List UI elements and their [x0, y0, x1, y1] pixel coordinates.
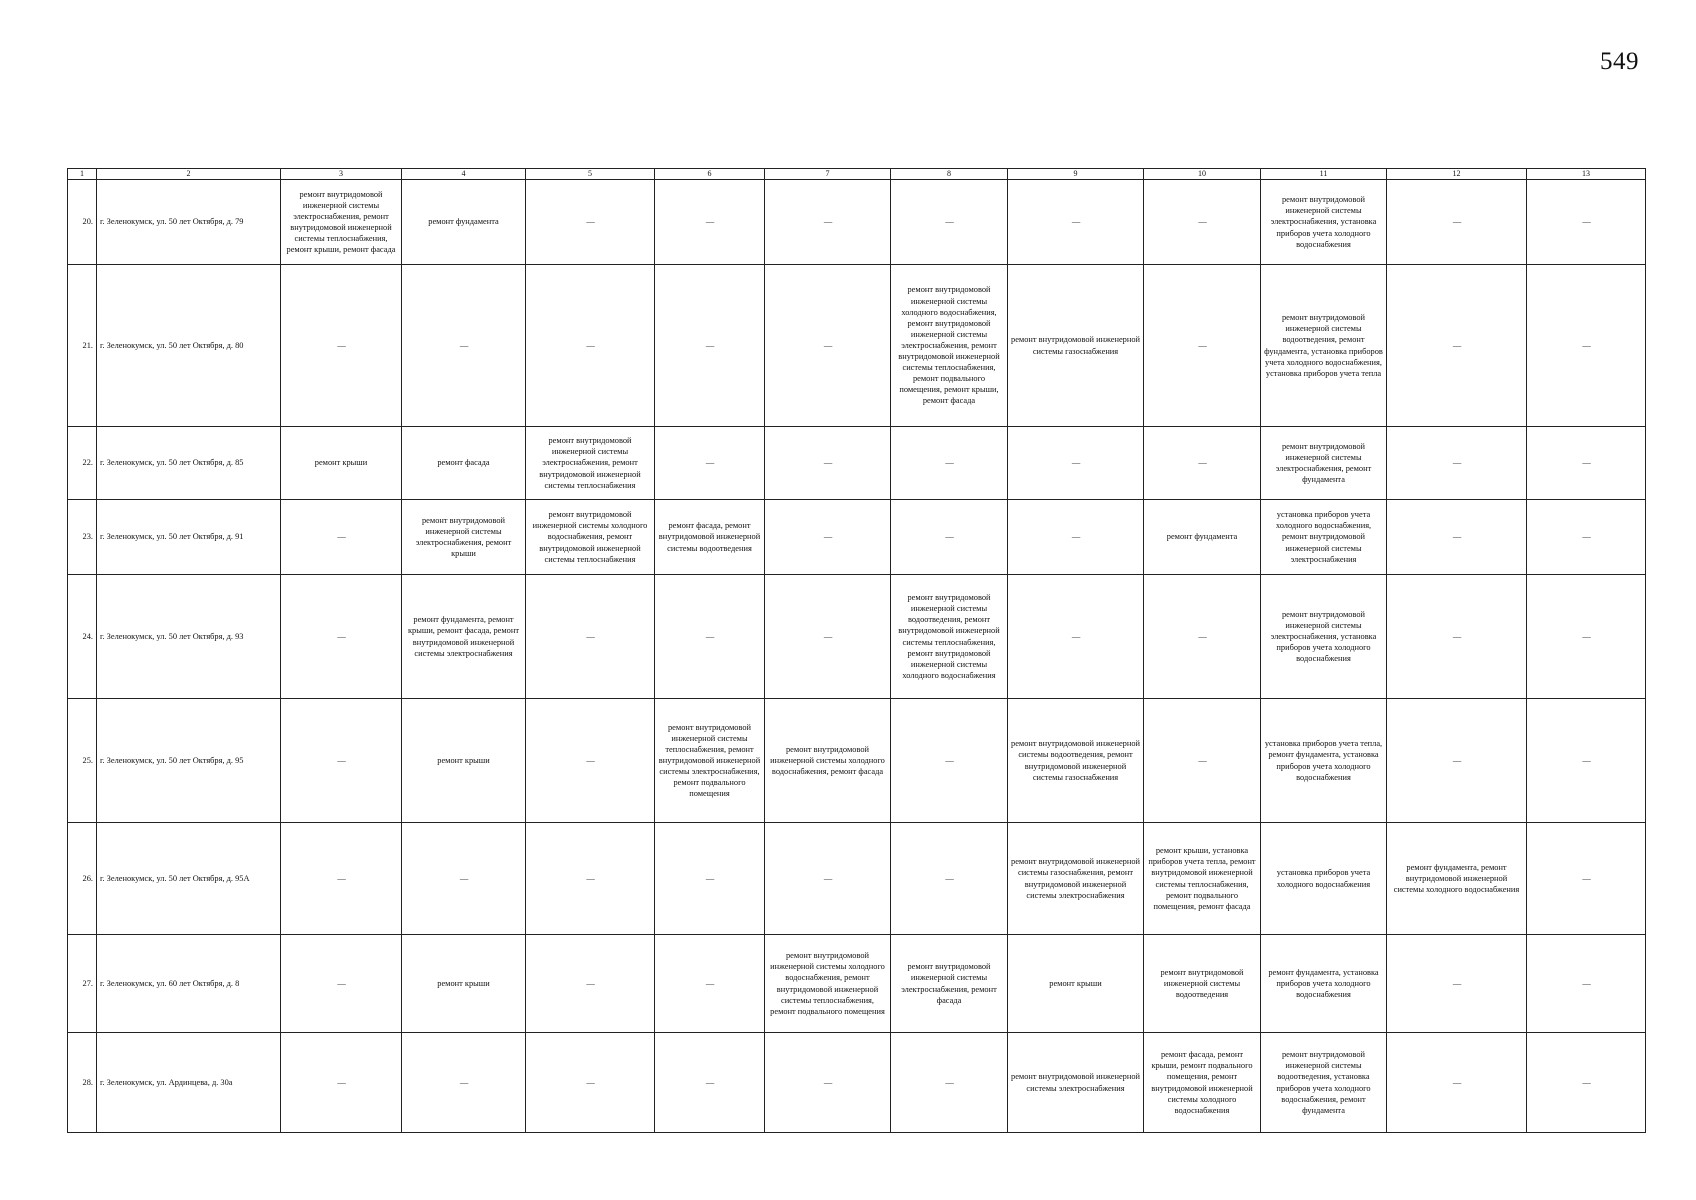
row-number: 22. — [68, 427, 97, 500]
empty-dash-cell: — — [765, 823, 891, 935]
address-cell: г. Зеленокумск, ул. 50 лет Октября, д. 85 — [97, 427, 281, 500]
work-type-cell: ремонт внутридомовой инженерной системы электроснабжения, установка приборов учета холодного водоснабжения — [1261, 575, 1387, 699]
work-type-cell: ремонт внутридомовой инженерной системы холодного водоснабжения, ремонт фасада — [765, 699, 891, 823]
empty-dash-cell: — — [1527, 699, 1646, 823]
empty-dash-cell: — — [1144, 180, 1261, 265]
empty-dash-cell: — — [1387, 427, 1527, 500]
table-row — [68, 265, 1646, 427]
empty-dash-cell: — — [281, 500, 402, 575]
empty-dash-cell: — — [891, 1033, 1008, 1133]
work-type-cell: ремонт внутридомовой инженерной системы водоотведения — [1144, 935, 1261, 1033]
empty-dash-cell: — — [402, 265, 526, 427]
empty-dash-cell: — — [281, 575, 402, 699]
empty-dash-cell: — — [281, 1033, 402, 1133]
column-number-row — [68, 169, 1646, 180]
row-number: 27. — [68, 935, 97, 1033]
empty-dash-cell: — — [891, 823, 1008, 935]
empty-dash-cell: — — [526, 823, 655, 935]
empty-dash-cell: — — [655, 935, 765, 1033]
address-cell: г. Зеленокумск, ул. 50 лет Октября, д. 95 — [97, 699, 281, 823]
empty-dash-cell: — — [1527, 1033, 1646, 1133]
empty-dash-cell: — — [1527, 500, 1646, 575]
empty-dash-cell: — — [526, 699, 655, 823]
empty-dash-cell: — — [1008, 500, 1144, 575]
column-header: 8 — [891, 169, 1008, 180]
empty-dash-cell: — — [1387, 935, 1527, 1033]
empty-dash-cell: — — [655, 575, 765, 699]
work-type-cell: ремонт внутридомовой инженерной системы электроснабжения, ремонт внутридомовой инженерной системы теплоснабжения — [526, 427, 655, 500]
work-type-cell: ремонт внутридомовой инженерной системы водоотведения, установка приборов учета холодного водоснабжения, ремонт фундамента — [1261, 1033, 1387, 1133]
empty-dash-cell: — — [526, 1033, 655, 1133]
work-type-cell: ремонт внутридомовой инженерной системы электроснабжения, установка приборов учета холодного водоснабжения — [1261, 180, 1387, 265]
address-cell: г. Зеленокумск, ул. 50 лет Октября, д. 93 — [97, 575, 281, 699]
empty-dash-cell: — — [1527, 823, 1646, 935]
column-header: 4 — [402, 169, 526, 180]
work-type-cell: ремонт крыши — [281, 427, 402, 500]
empty-dash-cell: — — [765, 265, 891, 427]
empty-dash-cell: — — [1387, 575, 1527, 699]
empty-dash-cell: — — [402, 823, 526, 935]
page-number: 549 — [1600, 48, 1639, 75]
work-type-cell: ремонт внутридомовой инженерной системы холодного водоснабжения, ремонт внутридомовой инженерной системы электроснабжения, ремонт внутридомовой инженерной системы теплоснабжения, ремонт подвального помещения, ремонт крыши, ремонт фасада — [891, 265, 1008, 427]
work-type-cell: ремонт фундамента — [402, 180, 526, 265]
column-header: 2 — [97, 169, 281, 180]
work-type-cell: ремонт внутридомовой инженерной системы электроснабжения — [1008, 1033, 1144, 1133]
repair-schedule-table — [67, 168, 1646, 1133]
empty-dash-cell: — — [1387, 500, 1527, 575]
empty-dash-cell: — — [655, 180, 765, 265]
table-row — [68, 575, 1646, 699]
table-body — [68, 180, 1646, 1133]
empty-dash-cell: — — [1144, 265, 1261, 427]
address-cell: г. Зеленокумск, ул. Ардинцева, д. 30а — [97, 1033, 281, 1133]
work-type-cell: ремонт внутридомовой инженерной системы электроснабжения, ремонт фасада — [891, 935, 1008, 1033]
row-number: 21. — [68, 265, 97, 427]
empty-dash-cell: — — [281, 935, 402, 1033]
empty-dash-cell: — — [1008, 180, 1144, 265]
empty-dash-cell: — — [891, 699, 1008, 823]
work-type-cell: ремонт крыши — [402, 699, 526, 823]
empty-dash-cell: — — [1144, 575, 1261, 699]
work-type-cell: ремонт внутридомовой инженерной системы электроснабжения, ремонт внутридомовой инженерной системы теплоснабжения, ремонт крыши, ремонт фасада — [281, 180, 402, 265]
table-row — [68, 935, 1646, 1033]
address-cell: г. Зеленокумск, ул. 60 лет Октября, д. 8 — [97, 935, 281, 1033]
work-type-cell: ремонт внутридомовой инженерной системы теплоснабжения, ремонт внутридомовой инженерной системы электроснабжения, ремонт подвального помещения — [655, 699, 765, 823]
empty-dash-cell: — — [526, 265, 655, 427]
address-cell: г. Зеленокумск, ул. 50 лет Октября, д. 79 — [97, 180, 281, 265]
work-type-cell: ремонт фундамента, ремонт внутридомовой инженерной системы холодного водоснабжения — [1387, 823, 1527, 935]
column-header: 13 — [1527, 169, 1646, 180]
work-type-cell: ремонт внутридомовой инженерной системы газоснабжения, ремонт внутридомовой инженерной системы электроснабжения — [1008, 823, 1144, 935]
address-cell: г. Зеленокумск, ул. 50 лет Октября, д. 80 — [97, 265, 281, 427]
empty-dash-cell: — — [281, 823, 402, 935]
empty-dash-cell: — — [891, 427, 1008, 500]
row-number: 28. — [68, 1033, 97, 1133]
column-header: 6 — [655, 169, 765, 180]
empty-dash-cell: — — [891, 180, 1008, 265]
row-number: 24. — [68, 575, 97, 699]
empty-dash-cell: — — [655, 823, 765, 935]
work-type-cell: установка приборов учета холодного водоснабжения — [1261, 823, 1387, 935]
row-number: 20. — [68, 180, 97, 265]
work-type-cell: ремонт крыши — [1008, 935, 1144, 1033]
empty-dash-cell: — — [765, 575, 891, 699]
table-row — [68, 1033, 1646, 1133]
column-header: 12 — [1387, 169, 1527, 180]
table-row — [68, 823, 1646, 935]
empty-dash-cell: — — [1527, 575, 1646, 699]
work-type-cell: ремонт внутридомовой инженерной системы холодного водоснабжения, ремонт внутридомовой инженерной системы теплоснабжения, ремонт подвального помещения — [765, 935, 891, 1033]
empty-dash-cell: — — [1527, 265, 1646, 427]
empty-dash-cell: — — [655, 265, 765, 427]
row-number: 26. — [68, 823, 97, 935]
work-type-cell: ремонт внутридомовой инженерной системы электроснабжения, ремонт крыши — [402, 500, 526, 575]
empty-dash-cell: — — [655, 1033, 765, 1133]
work-type-cell: установка приборов учета холодного водоснабжения, ремонт внутридомовой инженерной системы электроснабжения — [1261, 500, 1387, 575]
empty-dash-cell: — — [1527, 427, 1646, 500]
address-cell: г. Зеленокумск, ул. 50 лет Октября, д. 91 — [97, 500, 281, 575]
table-row — [68, 500, 1646, 575]
column-header: 1 — [68, 169, 97, 180]
empty-dash-cell: — — [526, 935, 655, 1033]
empty-dash-cell: — — [765, 500, 891, 575]
empty-dash-cell: — — [1008, 575, 1144, 699]
empty-dash-cell: — — [1144, 427, 1261, 500]
work-type-cell: установка приборов учета тепла, ремонт фундамента, установка приборов учета холодного водоснабжения — [1261, 699, 1387, 823]
column-header: 10 — [1144, 169, 1261, 180]
work-type-cell: ремонт крыши — [402, 935, 526, 1033]
empty-dash-cell: — — [765, 1033, 891, 1133]
address-cell: г. Зеленокумск, ул. 50 лет Октября, д. 95А — [97, 823, 281, 935]
column-header: 3 — [281, 169, 402, 180]
empty-dash-cell: — — [1527, 935, 1646, 1033]
empty-dash-cell: — — [1387, 1033, 1527, 1133]
work-type-cell: ремонт внутридомовой инженерной системы электроснабжения, ремонт фундамента — [1261, 427, 1387, 500]
column-header: 5 — [526, 169, 655, 180]
empty-dash-cell: — — [281, 699, 402, 823]
work-type-cell: ремонт внутридомовой инженерной системы водоотведения, ремонт внутридомовой инженерной системы теплоснабжения, ремонт внутридомовой инженерной системы холодного водоснабжения — [891, 575, 1008, 699]
column-header: 7 — [765, 169, 891, 180]
row-number: 23. — [68, 500, 97, 575]
work-type-cell: ремонт фасада, ремонт внутридомовой инженерной системы водоотведения — [655, 500, 765, 575]
empty-dash-cell: — — [765, 427, 891, 500]
empty-dash-cell: — — [1144, 699, 1261, 823]
work-type-cell: ремонт внутридомовой инженерной системы газоснабжения — [1008, 265, 1144, 427]
empty-dash-cell: — — [655, 427, 765, 500]
work-type-cell: ремонт внутридомовой инженерной системы холодного водоснабжения, ремонт внутридомовой инженерной системы теплоснабжения — [526, 500, 655, 575]
work-type-cell: ремонт фундамента, ремонт крыши, ремонт фасада, ремонт внутридомовой инженерной системы электроснабжения — [402, 575, 526, 699]
column-header: 11 — [1261, 169, 1387, 180]
work-type-cell: ремонт внутридомовой инженерной системы водоотведения, ремонт внутридомовой инженерной системы газоснабжения — [1008, 699, 1144, 823]
empty-dash-cell: — — [1387, 265, 1527, 427]
row-number: 25. — [68, 699, 97, 823]
empty-dash-cell: — — [1387, 699, 1527, 823]
empty-dash-cell: — — [402, 1033, 526, 1133]
empty-dash-cell: — — [281, 265, 402, 427]
table-row — [68, 180, 1646, 265]
empty-dash-cell: — — [1527, 180, 1646, 265]
work-type-cell: ремонт крыши, установка приборов учета тепла, ремонт внутридомовой инженерной системы теплоснабжения, ремонт подвального помещения, ремонт фасада — [1144, 823, 1261, 935]
work-type-cell: ремонт фундамента, установка приборов учета холодного водоснабжения — [1261, 935, 1387, 1033]
work-type-cell: ремонт фасада — [402, 427, 526, 500]
column-header: 9 — [1008, 169, 1144, 180]
empty-dash-cell: — — [891, 500, 1008, 575]
work-type-cell: ремонт внутридомовой инженерной системы водоотведения, ремонт фундамента, установка приборов учета холодного водоснабжения, установка приборов учета тепла — [1261, 265, 1387, 427]
empty-dash-cell: — — [1387, 180, 1527, 265]
empty-dash-cell: — — [1008, 427, 1144, 500]
empty-dash-cell: — — [526, 180, 655, 265]
empty-dash-cell: — — [765, 180, 891, 265]
empty-dash-cell: — — [526, 575, 655, 699]
table-row — [68, 699, 1646, 823]
table-row — [68, 427, 1646, 500]
work-type-cell: ремонт фундамента — [1144, 500, 1261, 575]
work-type-cell: ремонт фасада, ремонт крыши, ремонт подвального помещения, ремонт внутридомовой инженерной системы холодного водоснабжения — [1144, 1033, 1261, 1133]
